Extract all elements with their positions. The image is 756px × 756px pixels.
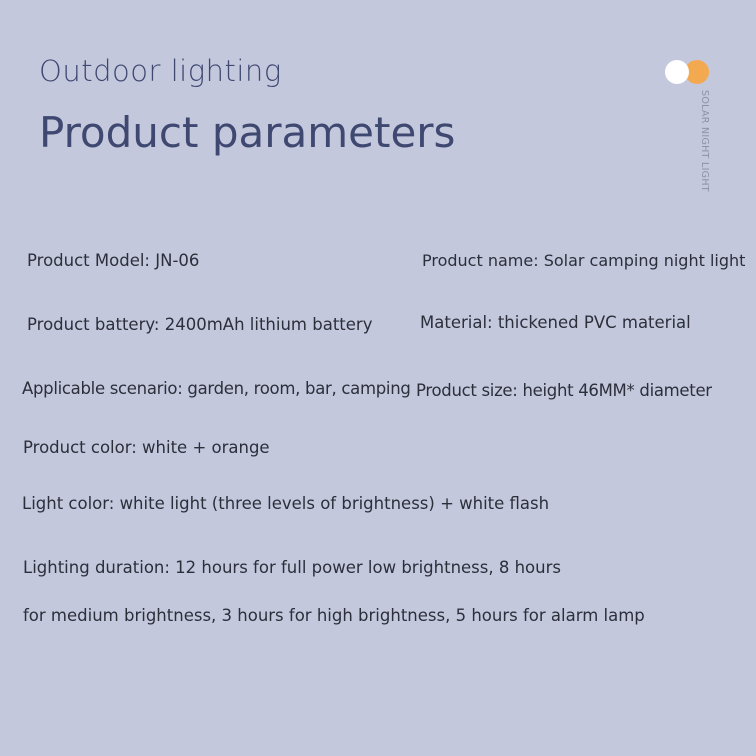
param-scenario: Applicable scenario: garden, room, bar, camping	[22, 379, 411, 398]
param-battery: Product battery: 2400mAh lithium battery	[27, 315, 373, 334]
white-dot-icon	[665, 60, 689, 84]
param-duration-line2: for medium brightness, 3 hours for high brightness, 5 hours for alarm lamp	[23, 606, 645, 625]
param-color: Product color: white + orange	[23, 438, 270, 457]
param-light-color: Light color: white light (three levels of brightness) + white flash	[22, 494, 550, 513]
param-size: Product size: height 46MM* diameter	[416, 381, 712, 400]
brand-vertical-text: SOLAR NIGHT LIGHT	[699, 90, 710, 192]
param-material: Material: thickened PVC material	[420, 313, 691, 332]
param-model: Product Model: JN-06	[27, 251, 200, 270]
param-duration-line1: Lighting duration: 12 hours for full power low brightness, 8 hours	[23, 558, 561, 577]
brand-logo	[665, 58, 711, 86]
param-name: Product name: Solar camping night light	[422, 251, 746, 270]
page-subtitle: Outdoor lighting	[39, 54, 282, 88]
page-title: Product parameters	[39, 108, 456, 157]
